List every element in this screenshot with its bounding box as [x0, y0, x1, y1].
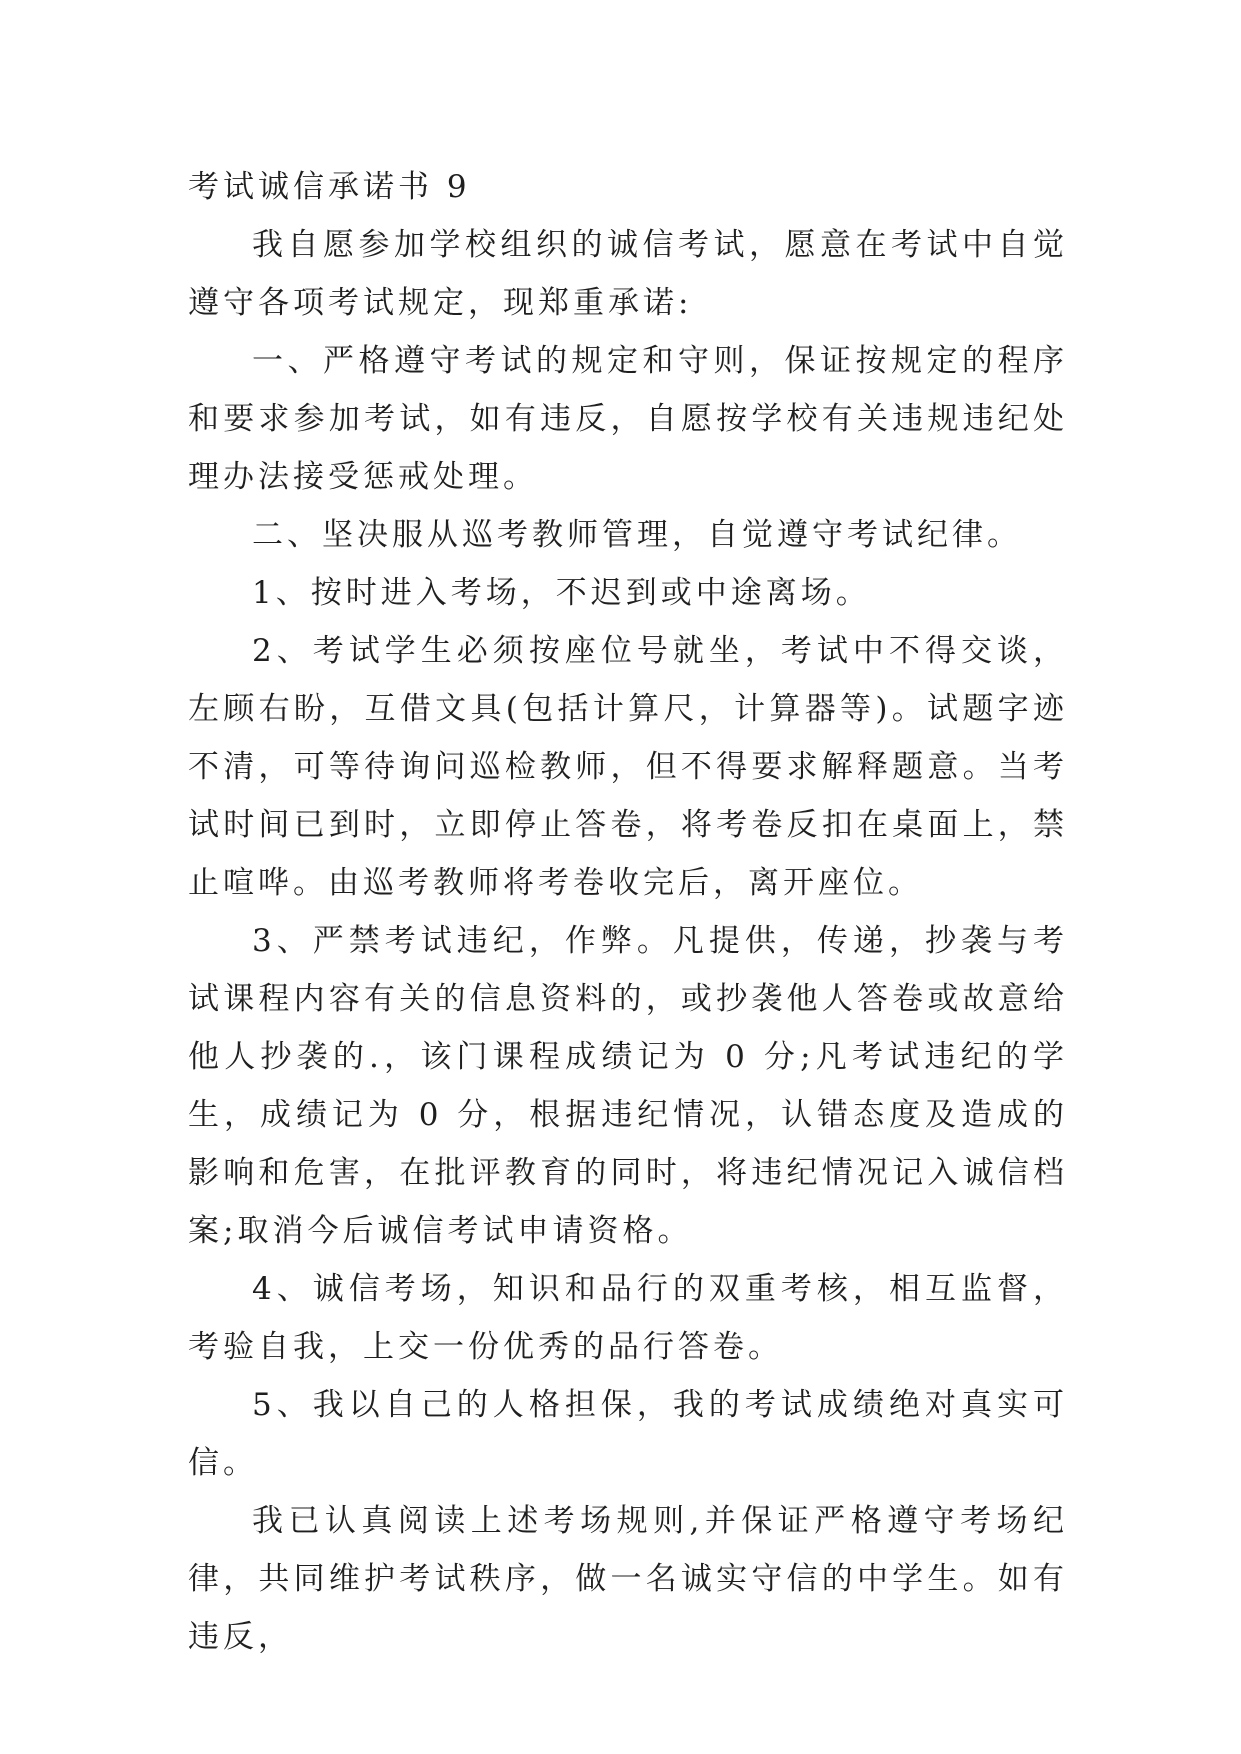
paragraph-rule-1: 一、严格遵守考试的规定和守则，保证按规定的程序和要求参加考试，如有违反，自愿按学校有关违规违纪处理办法接受惩戒处理。: [188, 343, 1068, 495]
paragraph-item-3: 3、严禁考试违纪，作弊。凡提供，传递，抄袭与考试课程内容有关的信息资料的，或抄袭他人答卷或故意给他人抄袭的.，该门课程成绩记为 0 分;凡考试违纪的学生，成绩记为 0 分，根据违纪情况，认错态度及造成的影响和危害，在批评教育的同时，将违纪情况记入诚信档案;取消今后诚信考试申请资格。: [188, 923, 1068, 1249]
paragraph-item-5: 5、我以自己的人格担保，我的考试成绩绝对真实可信。: [188, 1387, 1068, 1481]
document-title: 考试诚信承诺书 9: [188, 169, 471, 205]
paragraph-item-1: 1、按时进入考场，不迟到或中途离场。: [252, 575, 871, 611]
paragraph-closing: 我已认真阅读上述考场规则,并保证严格遵守考场纪律，共同维护考试秩序，做一名诚实守信的中学生。如有违反，: [188, 1503, 1068, 1655]
paragraph-item-4: 4、诚信考场，知识和品行的双重考核，相互监督，考验自我，上交一份优秀的品行答卷。: [188, 1271, 1068, 1365]
document-body: [188, 158, 1068, 1666]
paragraph-rule-2: 二、坚决服从巡考教师管理，自觉遵守考试纪律。: [252, 517, 1022, 553]
paragraph-intro: 我自愿参加学校组织的诚信考试，愿意在考试中自觉遵守各项考试规定，现郑重承诺:: [188, 227, 1068, 321]
paragraph-item-2: 2、考试学生必须按座位号就坐，考试中不得交谈，左顾右盼，互借文具(包括计算尺，计算器等)。试题字迹不清，可等待询问巡检教师，但不得要求解释题意。当考试时间已到时，立即停止答卷，将考卷反扣在桌面上，禁止喧哗。由巡考教师将考卷收完后，离开座位。: [188, 633, 1068, 901]
